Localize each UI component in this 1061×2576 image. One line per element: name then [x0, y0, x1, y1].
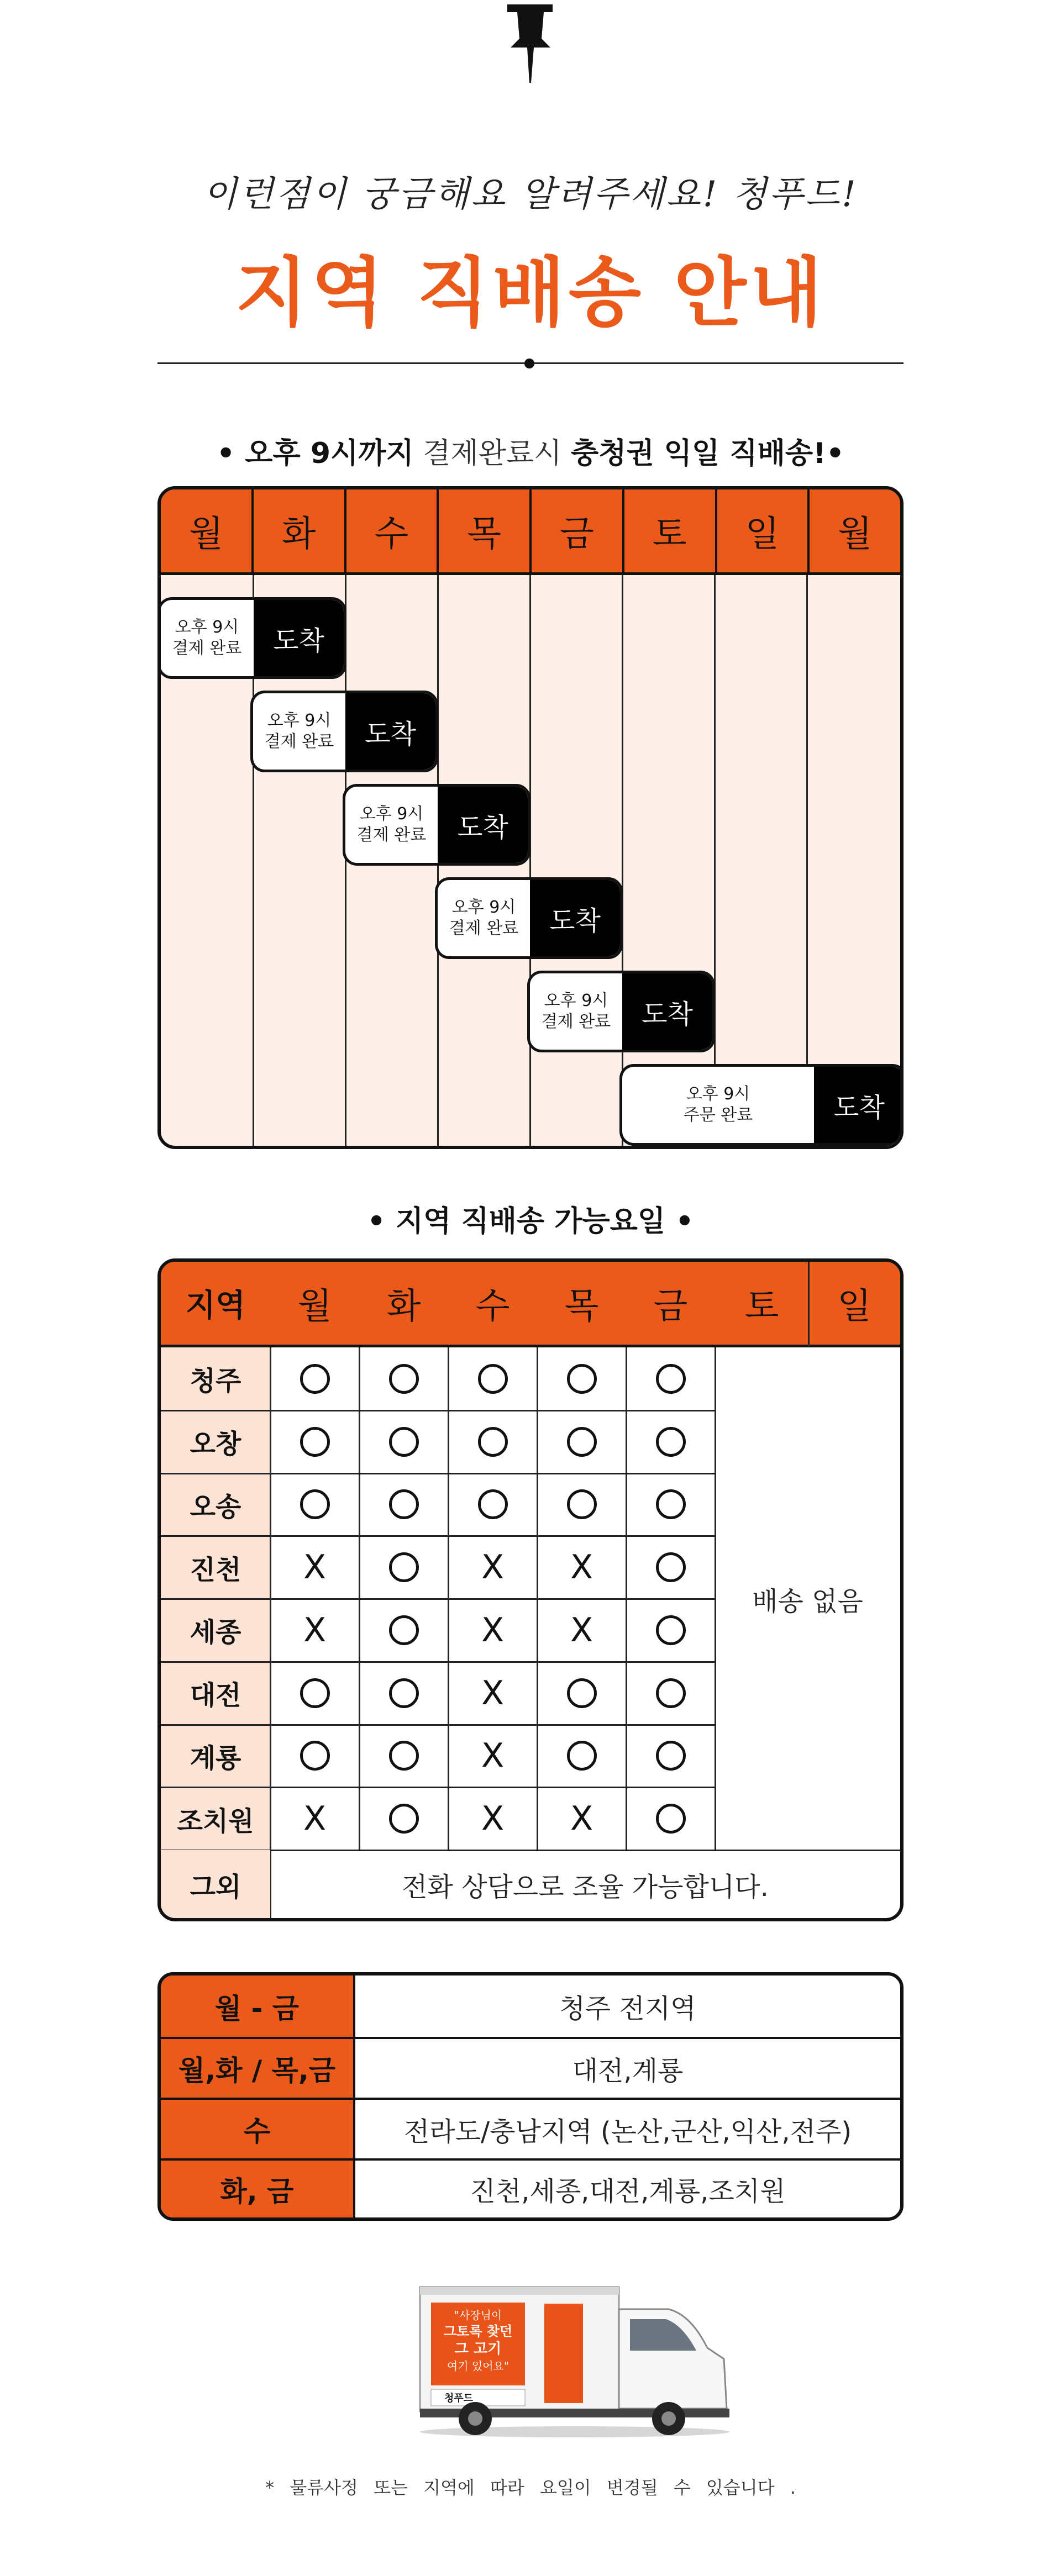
arrive-badge: 도착: [254, 600, 344, 676]
unavailable-x-mark: X: [481, 1673, 505, 1713]
day-header: 금: [653, 1286, 688, 1327]
summary-regions: 진천,세종,대전,계룡,조치원: [470, 2176, 786, 2207]
circle-icon: [300, 1489, 330, 1519]
available-circle-icon: [359, 1725, 448, 1788]
summary-days: 월 - 금: [161, 1976, 355, 2037]
summary-regions: 대전,계룡: [572, 2055, 684, 2087]
circle-icon: [389, 1427, 419, 1457]
available-circle-icon: [537, 1347, 626, 1410]
column-line: [529, 575, 531, 1146]
available-circle-icon: [626, 1787, 715, 1850]
summary-days: 화, 금: [161, 2161, 355, 2217]
row-line: [161, 1535, 715, 1537]
circle-icon: [656, 1552, 686, 1582]
schedule-day: 일: [715, 489, 808, 572]
column-line: [270, 1347, 271, 1919]
column-line: [806, 575, 808, 1146]
pill-status: 결제 완료: [264, 732, 334, 751]
region-cell: 오창: [161, 1410, 270, 1473]
schedule-day: 월: [188, 514, 223, 555]
column-line: [448, 1347, 449, 1850]
pill-time: 오후 9시: [359, 804, 424, 824]
title-time: • 오후 9시까지: [216, 437, 414, 470]
section-title-next-day: [0, 430, 1061, 471]
column-line: [808, 1262, 810, 1347]
unavailable-x-mark: X: [481, 1736, 505, 1776]
available-circle-icon: [270, 1347, 359, 1410]
title-promise: 충청권 익일 직배송!•: [571, 437, 845, 470]
circle-icon: [567, 1678, 597, 1708]
day-header: 수: [475, 1286, 510, 1327]
day-header: 목: [564, 1286, 599, 1327]
row-line: [161, 1787, 715, 1788]
available-circle-icon: [270, 1662, 359, 1725]
delivery-pill: [250, 691, 438, 772]
pill-status: 결제 완료: [541, 1012, 611, 1031]
schedule-day: 수: [344, 489, 437, 572]
available-circle-icon: [270, 1725, 359, 1788]
section-title-available-days: • 지역 직배송 가능요일 •: [367, 1205, 694, 1238]
other-note: 전화 상담으로 조율 가능합니다.: [402, 1872, 769, 1903]
available-circle-icon: [448, 1473, 537, 1536]
pill-time: 오후 9시: [175, 618, 239, 637]
available-circle-icon: [537, 1473, 626, 1536]
delivery-pill: [343, 784, 530, 866]
available-circle-icon: [270, 1473, 359, 1536]
circle-icon: [656, 1678, 686, 1708]
available-circle-icon: [626, 1347, 715, 1410]
circle-icon: [300, 1678, 330, 1708]
delivery-summary-table: [157, 1972, 904, 2221]
circle-icon: [300, 1427, 330, 1457]
available-circle-icon: [448, 1410, 537, 1473]
unavailable-x-mark: X: [570, 1799, 593, 1839]
unavailable-x-mark: X: [570, 1548, 593, 1587]
circle-icon: [478, 1427, 508, 1457]
unavailable-x-mark: X: [303, 1610, 327, 1650]
day-header: 화: [386, 1286, 421, 1327]
available-circle-icon: [537, 1725, 626, 1788]
available-circle-icon: [626, 1662, 715, 1725]
pill-status: 주문 완료: [683, 1105, 753, 1125]
available-circle-icon: [359, 1347, 448, 1410]
region-cell: 조치원: [161, 1787, 270, 1850]
circle-icon: [656, 1615, 686, 1645]
truck-ad-line3: 그 고기: [454, 2341, 502, 2357]
available-circle-icon: [626, 1536, 715, 1599]
region-table-header: [161, 1262, 900, 1347]
day-header: 토: [744, 1286, 779, 1327]
delivery-schedule-chart: [157, 486, 904, 1149]
available-circle-icon: [359, 1662, 448, 1725]
circle-icon: [389, 1804, 419, 1834]
region-cell: 진천: [161, 1536, 270, 1599]
summary-row: [161, 2161, 900, 2217]
pill-time: 오후 9시: [544, 991, 608, 1010]
available-circle-icon: [359, 1473, 448, 1536]
title-condition: 결제완료시: [413, 437, 571, 470]
circle-icon: [656, 1741, 686, 1771]
column-line: [714, 575, 716, 1146]
summary-regions: 전라도/충남지역 (논산,군산,익산,전주): [403, 2116, 852, 2147]
circle-icon: [656, 1489, 686, 1519]
pill-status: 결제 완료: [356, 825, 427, 845]
circle-icon: [656, 1804, 686, 1834]
delivery-truck-image: [409, 2276, 740, 2442]
row-line: [161, 1661, 715, 1663]
summary-regions: 청주 전지역: [559, 1993, 696, 2024]
column-line: [622, 575, 623, 1146]
available-circle-icon: [537, 1662, 626, 1725]
delivery-pill: [157, 597, 346, 679]
schedule-day-header: [161, 489, 900, 575]
schedule-day: 목: [437, 489, 529, 572]
circle-icon: [567, 1427, 597, 1457]
circle-icon: [478, 1364, 508, 1394]
available-circle-icon: [359, 1536, 448, 1599]
region-cell: 세종: [161, 1599, 270, 1662]
page-title: 지역 직배송 안내: [235, 250, 826, 337]
schedule-day: 토: [622, 489, 715, 572]
summary-days: 월,화 / 목,금: [161, 2039, 355, 2098]
circle-icon: [656, 1364, 686, 1394]
unavailable-x-mark: X: [303, 1799, 327, 1839]
schedule-day: 화: [251, 489, 344, 572]
available-circle-icon: [626, 1473, 715, 1536]
pill-status: 결제 완료: [449, 919, 519, 938]
weekend-no-delivery: 배송 없음: [752, 1585, 863, 1617]
region-header-label: 지역: [185, 1288, 246, 1324]
circle-icon: [656, 1427, 686, 1457]
available-circle-icon: [359, 1787, 448, 1850]
available-circle-icon: [626, 1725, 715, 1788]
pill-time: 오후 9시: [686, 1084, 750, 1104]
column-line: [537, 1347, 538, 1850]
circle-icon: [567, 1489, 597, 1519]
pill-status: 결제 완료: [172, 639, 242, 658]
truck-ad-line4: 여기 있어요": [447, 2359, 510, 2373]
day-header: 월: [297, 1286, 332, 1327]
circle-icon: [389, 1741, 419, 1771]
row-line: [161, 1473, 715, 1474]
circle-icon: [389, 1364, 419, 1394]
schedule-day: 금: [529, 489, 622, 572]
circle-icon: [300, 1741, 330, 1771]
circle-icon: [389, 1489, 419, 1519]
unavailable-x-mark: X: [481, 1799, 505, 1839]
footnote: * 물류사정 또는 지역에 따라 요일이 변경될 수 있습니다 .: [265, 2477, 796, 2498]
circle-icon: [478, 1489, 508, 1519]
summary-row: [161, 1976, 900, 2037]
row-line: [161, 1410, 715, 1411]
summary-row: [161, 2039, 900, 2098]
available-circle-icon: [359, 1599, 448, 1662]
arrive-badge: 도착: [345, 693, 435, 770]
arrive-badge: 도착: [438, 787, 528, 863]
arrive-badge: 도착: [622, 973, 712, 1050]
truck-brand: 청푸드: [444, 2393, 474, 2404]
row-line: [161, 1724, 715, 1726]
pill-time: 오후 9시: [451, 898, 516, 917]
circle-icon: [300, 1364, 330, 1394]
column-line: [359, 1347, 360, 1850]
available-circle-icon: [537, 1410, 626, 1473]
schedule-day: 월: [807, 489, 900, 572]
region-cell: 계룡: [161, 1725, 270, 1788]
truck-ad-line2: 그토록 찾던: [443, 2324, 513, 2339]
row-line: [161, 1598, 715, 1600]
circle-icon: [389, 1615, 419, 1645]
unavailable-x-mark: X: [481, 1548, 505, 1587]
unavailable-x-mark: X: [570, 1610, 593, 1650]
circle-icon: [567, 1364, 597, 1394]
arrive-badge: 도착: [814, 1067, 904, 1143]
region-cell-other: 그외: [161, 1850, 270, 1919]
column-line: [626, 1347, 627, 1850]
pushpin-icon: [497, 0, 564, 88]
unavailable-x-mark: X: [303, 1548, 327, 1587]
available-circle-icon: [359, 1410, 448, 1473]
available-circle-icon: [626, 1599, 715, 1662]
pill-time: 오후 9시: [267, 711, 332, 730]
circle-icon: [389, 1678, 419, 1708]
available-circle-icon: [448, 1347, 537, 1410]
available-circle-icon: [626, 1410, 715, 1473]
region-cell: 오송: [161, 1473, 270, 1536]
day-header: 일: [837, 1286, 871, 1327]
summary-days: 수: [161, 2100, 355, 2158]
region-availability-table: [157, 1258, 904, 1921]
divider-dot: [524, 359, 534, 368]
region-cell: 대전: [161, 1662, 270, 1725]
available-circle-icon: [270, 1410, 359, 1473]
delivery-pill: [527, 971, 715, 1052]
unavailable-x-mark: X: [481, 1610, 505, 1650]
delivery-pill-weekend: [619, 1064, 904, 1146]
circle-icon: [567, 1741, 597, 1771]
header-tagline: 이런점이 궁금해요 알려주세요! 청푸드!: [203, 174, 858, 215]
region-cell: 청주: [161, 1347, 270, 1410]
delivery-pill: [435, 877, 623, 959]
summary-row: [161, 2100, 900, 2158]
arrive-badge: 도착: [530, 880, 620, 956]
circle-icon: [389, 1552, 419, 1582]
truck-ad-line1: "사장님이: [454, 2309, 502, 2322]
